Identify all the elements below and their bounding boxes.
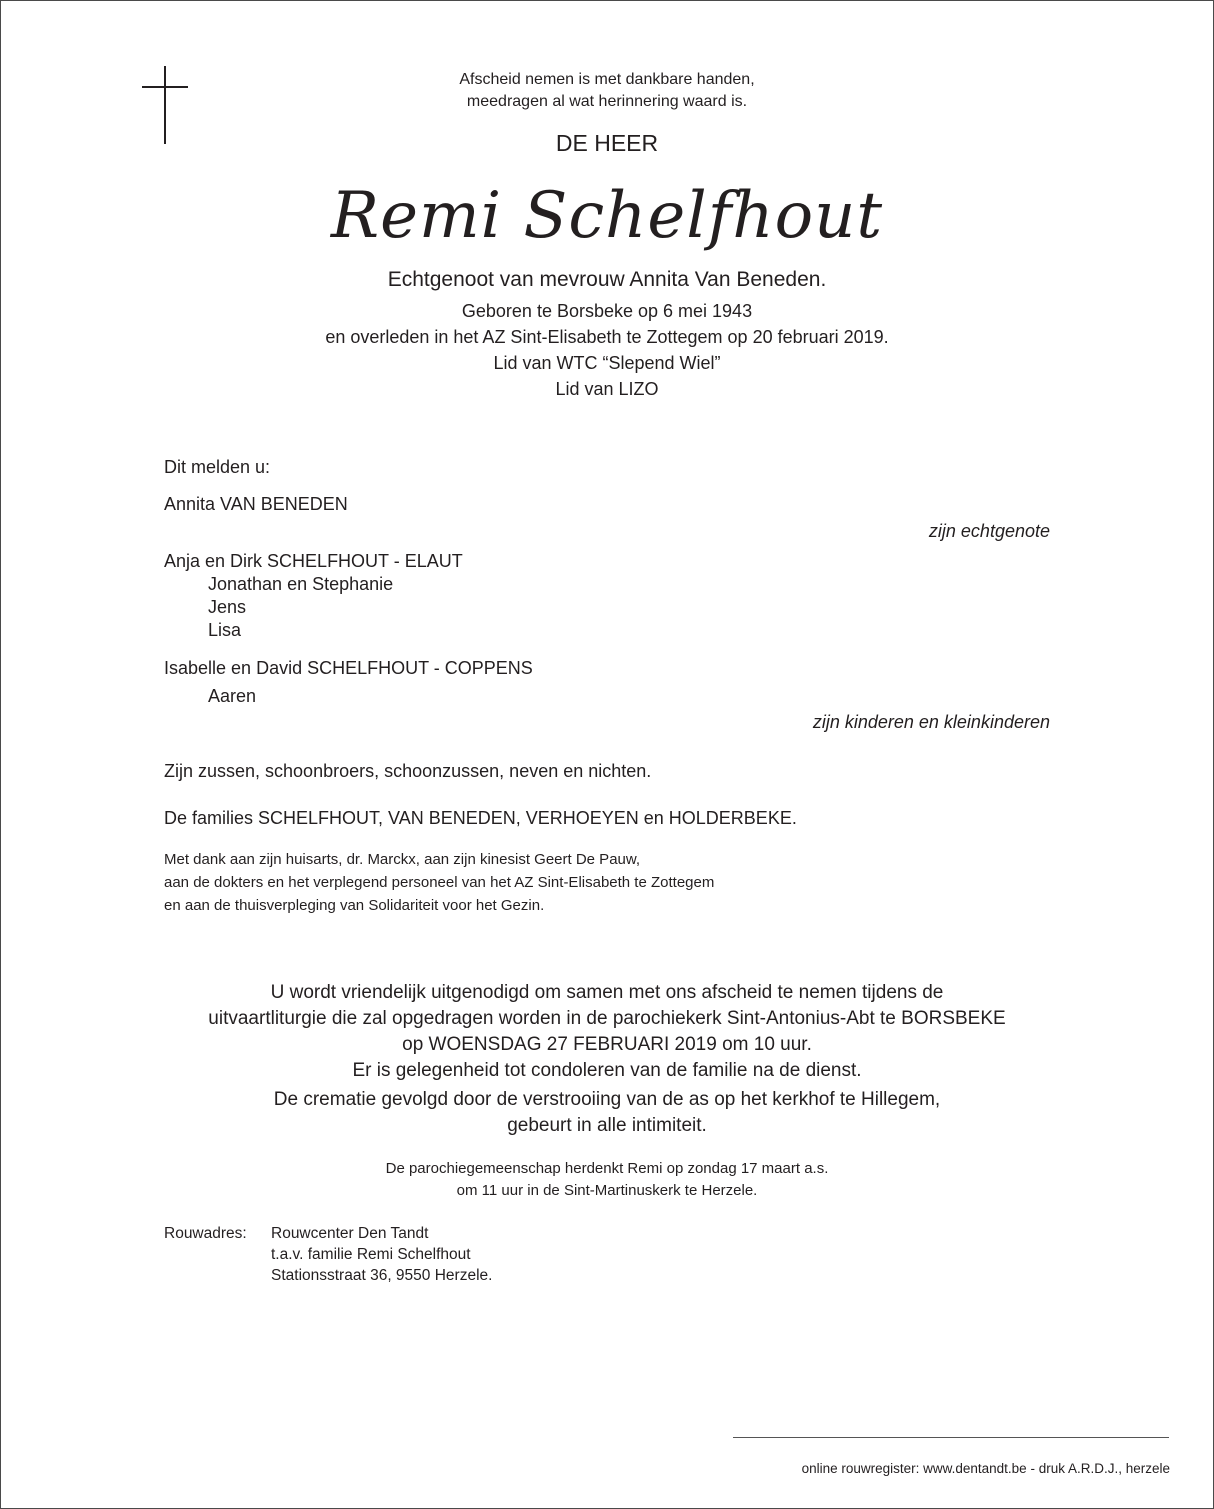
honorific: DE HEER	[555, 130, 659, 156]
thanks-block: Met dank aan zijn huisarts, dr. Marckx, aan zijn kinesist Geert De Pauw, aan de dokters en het verplegend personeel van het AZ Sint-Elisabeth te Zottegem en aan de thuisverpleging van Solidariteit voor het Gezin.	[164, 851, 715, 914]
grandchild: Lisa	[208, 620, 242, 640]
footer-divider	[733, 1437, 1169, 1438]
grandchild: Jens	[208, 597, 247, 617]
children-relation: zijn kinderen en kleinkinderen	[812, 712, 1050, 732]
child-family-2: Isabelle en David SCHELFHOUT - COPPENS Aaren	[164, 658, 533, 706]
deceased-name: Remi Schelfhout	[330, 179, 884, 253]
opening-quote: Afscheid nemen is met dankbare handen, meedragen al wat herinnering waard is.	[459, 71, 755, 110]
families-line: De families SCHELFHOUT, VAN BENEDEN, VERHOEYEN en HOLDERBEKE.	[164, 808, 797, 828]
grandchild: Aaren	[208, 686, 257, 706]
address-label: Rouwadres:	[164, 1225, 247, 1242]
spouse-line: Echtgenoot van mevrouw Annita Van Beneden.	[387, 268, 827, 291]
mourning-address: Rouwcenter Den Tandt t.a.v. familie Remi Schelfhout Stationsstraat 36, 9550 Herzele.	[271, 1225, 493, 1284]
announcement: Dit melden u:	[164, 457, 271, 477]
siblings-line: Zijn zussen, schoonbroers, schoonzussen, neven en nichten.	[164, 761, 652, 781]
grandchild: Jonathan en Stephanie	[208, 574, 394, 594]
spouse-relation: zijn echtgenote	[928, 521, 1050, 541]
child-family-1: Anja en Dirk SCHELFHOUT - ELAUT Jonathan en Stephanie Jens Lisa	[164, 551, 463, 640]
invitation-block: U wordt vriendelijk uitgenodigd om samen met ons afscheid te nemen tijdens de uitvaartliturgie die zal opgedragen worden in de parochiekerk Sint-Antonius-Abt te BORSBEKE op WOENSDAG 27 FEBRUARI 2019 om 10 uur. Er is gelegenheid tot condoleren van de familie na de dienst. De crematie gevolgd door de verstrooiing van de as op het kerkhof te Hillegem, gebeurt in alle intimiteit.	[208, 982, 1006, 1136]
spouse-name: Annita VAN BENEDEN	[164, 494, 348, 514]
remembrance-block: De parochiegemeenschap herdenkt Remi op zondag 17 maart a.s. om 11 uur in de Sint-Martinuskerk te Herzele.	[385, 1160, 829, 1199]
footer-credits: online rouwregister: www.dentandt.be - druk A.R.D.J., herzele	[801, 1461, 1170, 1476]
life-details: Geboren te Borsbeke op 6 mei 1943 en overleden in het AZ Sint-Elisabeth te Zottegem op 20 februari 2019. Lid van WTC “Slepend Wiel” Lid van LIZO	[325, 301, 889, 399]
